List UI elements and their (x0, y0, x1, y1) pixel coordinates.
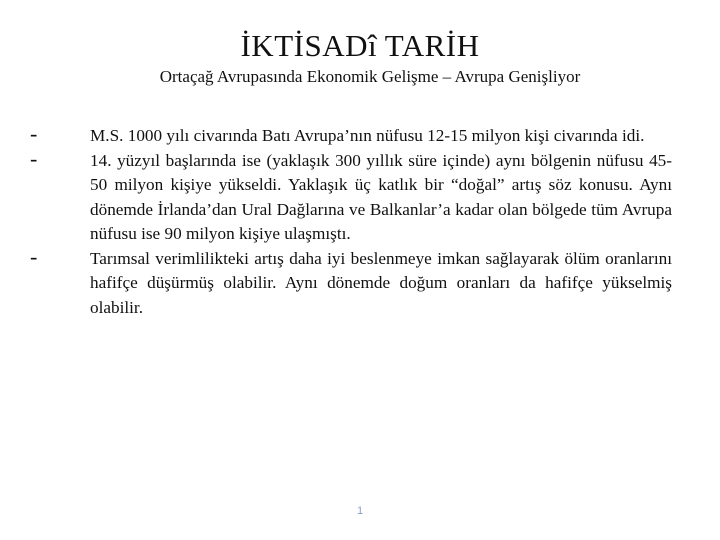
bullet-marker: - (30, 145, 38, 171)
slide-title: İKTİSADî TARİH (240, 28, 480, 63)
bullet-text-1: M.S. 1000 yılı civarında Batı Avrupa’nın nüfusu 12-15 milyon kişi civarında idi. (90, 126, 645, 145)
bullet-item-1 (30, 121, 672, 149)
bullet-item-2 (30, 145, 672, 247)
bullet-marker: - (30, 243, 38, 269)
bullet-item-3 (30, 243, 672, 321)
bullet-marker: - (30, 121, 38, 146)
slide-subtitle: Ortaçağ Avrupasında Ekonomik Gelişme – Avrupa Genişliyor (159, 67, 581, 86)
bullet-list (30, 121, 672, 320)
page-number: 1 (356, 505, 364, 517)
bullet-text-2: 14. yüzyıl başlarında ise (yaklaşık 300 yıllık süre içinde) aynı bölgenin nüfusu 45-50 milyon kişiye yükseldi. Yaklaşık üç katlık bir “doğal” artış söz konusu. Aynı dönemde İrlanda’dan Ural Dağlarına ve Balkanlar’a kadar olan bölgede tüm Avrupa nüfusu ise 90 milyon kişiye ulaşmıştı. (90, 150, 672, 243)
bullet-text-3: Tarımsal verimlilikteki artış daha iyi beslenmeye imkan sağlayarak ölüm oranlarını hafifçe düşürmüş olabilir. Aynı dönemde doğum oranları da hafifçe yükselmiş olabilir. (90, 248, 672, 317)
